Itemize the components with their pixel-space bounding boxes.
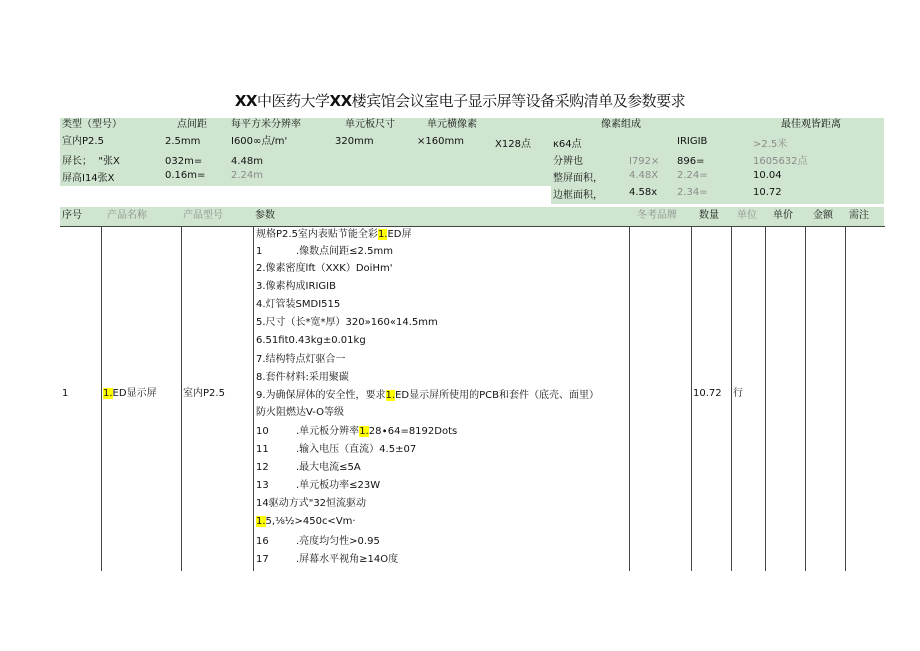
spec-header-pixel-composition: 像素组成 [493, 118, 751, 135]
param-line: 9.为确保屏体的安全性，要求1.ED显示屏所使用的PCB和套件（底壳、面里） [256, 390, 599, 401]
param-line: 6.51fit0.43kg±0.01kg [256, 335, 366, 346]
table-divider [629, 226, 630, 571]
col-header-amount: 金额 [805, 207, 845, 226]
spec-screen-length-value: 4.48m [229, 152, 551, 169]
spec-pitch-value: 2.5mm [163, 135, 229, 152]
table-divider [691, 226, 692, 571]
col-header-index: 序号 [60, 207, 101, 226]
page-title: XX中医药大学XX楼宾馆会议室电子显示屏等设备采购清单及参数要求 [234, 92, 686, 110]
spec-header-pitch: 点间距 [163, 118, 229, 135]
spec-resolution-value: I600∞点/m' [229, 135, 333, 152]
spec-frame-area-x: 4.58x [627, 186, 675, 204]
param-line: 规格P2.5室内表贴节能全彩1.ED屏 [256, 229, 412, 240]
param-line: 16 .亮度均匀性>0.95 [256, 536, 380, 547]
spec-resolution-x: I792× [627, 152, 675, 169]
param-line: 7.结构特点灯驱合一 [256, 354, 346, 365]
col-header-unit-price: 单价 [765, 207, 805, 226]
spec-screen-area-label: 整屏面积， [551, 169, 627, 186]
param-line: 10 .单元板分辨率1.28∙64=8192Dots [256, 426, 458, 437]
spec-screen-height-value: 2.24m [229, 169, 551, 186]
spec-header-resolution: 每平方米分辨率 [229, 118, 333, 135]
col-header-product-name: 产品名称 [101, 207, 181, 226]
spec-screen-area-value: 10.04 [751, 169, 884, 186]
param-line: 1 .像数点间距≤2.5mm [256, 246, 393, 257]
spec-resolution-y: 896= [675, 152, 751, 169]
param-line: 1.5,⅛½>450c<Vm· [256, 516, 356, 527]
table-divider [181, 226, 182, 571]
row-product-model: 室内P2.5 [183, 388, 225, 399]
spec-screen-height-label: 屏高I14张X [60, 169, 163, 186]
row-index: 1 [62, 388, 69, 399]
row-product-name: 1.ED显示屏 [103, 388, 157, 399]
col-header-unit: 单位 [731, 207, 765, 226]
col-header-product-model: 产品型号 [181, 207, 253, 226]
col-header-brand: 冬考品牌 [629, 207, 691, 226]
spec-header-viewing-distance: 最佳观皆距离 [751, 118, 884, 135]
spec-resolution-label: 分辨也 [551, 152, 627, 169]
row-qty: 10.72 [693, 388, 722, 399]
spec-screen-area-x: 4.48X [627, 169, 675, 186]
param-line: 12 .最大电流≤5A [256, 462, 361, 473]
table-divider [845, 226, 846, 571]
spec-type-value: 宣内P2.5 [60, 135, 163, 152]
row-unit: 行 [733, 388, 743, 399]
spec-screen-height-calc: 0.16m= [163, 169, 229, 186]
spec-pixels-y: κ64点 [551, 135, 675, 152]
spec-frame-area-value: 10.72 [751, 186, 884, 204]
table-divider [253, 226, 254, 571]
spec-header-module-size: 单元板尺寸 [333, 118, 415, 135]
spec-module-height: ×160mm [415, 135, 493, 152]
spec-module-width: 320mm [333, 135, 415, 152]
param-line: 14驱动方式"32恒流驱动 [256, 498, 367, 509]
spec-frame-area-y: 2.34= [675, 186, 751, 204]
table-divider [765, 226, 766, 571]
table-divider [101, 226, 102, 571]
spec-resolution-total: 1605632点 [751, 152, 884, 169]
spec-viewing-distance-value: >2.5米 [751, 135, 884, 152]
param-line: 3.像素构成IRIGIB [256, 281, 336, 292]
spec-screen-length-label: 屏长； "张X [60, 152, 163, 169]
spec-pixels-x: X128点 [493, 135, 551, 152]
col-header-qty: 数量 [691, 207, 731, 226]
table-divider [60, 226, 885, 227]
spec-screen-length-calc: 032m= [163, 152, 229, 169]
spec-screen-area-y: 2.24= [675, 169, 751, 186]
param-line: 5.尺寸（长*宽*厚）320»160«14.5mm [256, 317, 438, 328]
param-line: 17 .屏幕水平视角≥14O度 [256, 554, 399, 565]
param-line: 防火阻燃达V-O等级 [256, 407, 345, 418]
col-header-remarks: 需注 [845, 207, 884, 226]
table-divider [805, 226, 806, 571]
param-line: 4.灯管装SMDI515 [256, 299, 341, 310]
param-line: 8.套件材料:采用聚碳 [256, 372, 349, 383]
param-line: 11 .输入电压（直流）4.5±07 [256, 444, 417, 455]
spec-frame-area-label: 边框面积， [551, 186, 627, 204]
table-divider [731, 226, 732, 571]
col-header-params: 参数 [253, 207, 629, 226]
param-line: 2.像素密度lft（XXK）DoiHm' [256, 263, 393, 274]
spec-header-type: 类型（型号） [60, 118, 163, 135]
spec-header-module-pixels: 单元横像素 [415, 118, 493, 135]
spec-pixel-composition-value: IRIGIB [675, 135, 751, 152]
param-line: 13 .单元板功率≤23W [256, 480, 381, 491]
